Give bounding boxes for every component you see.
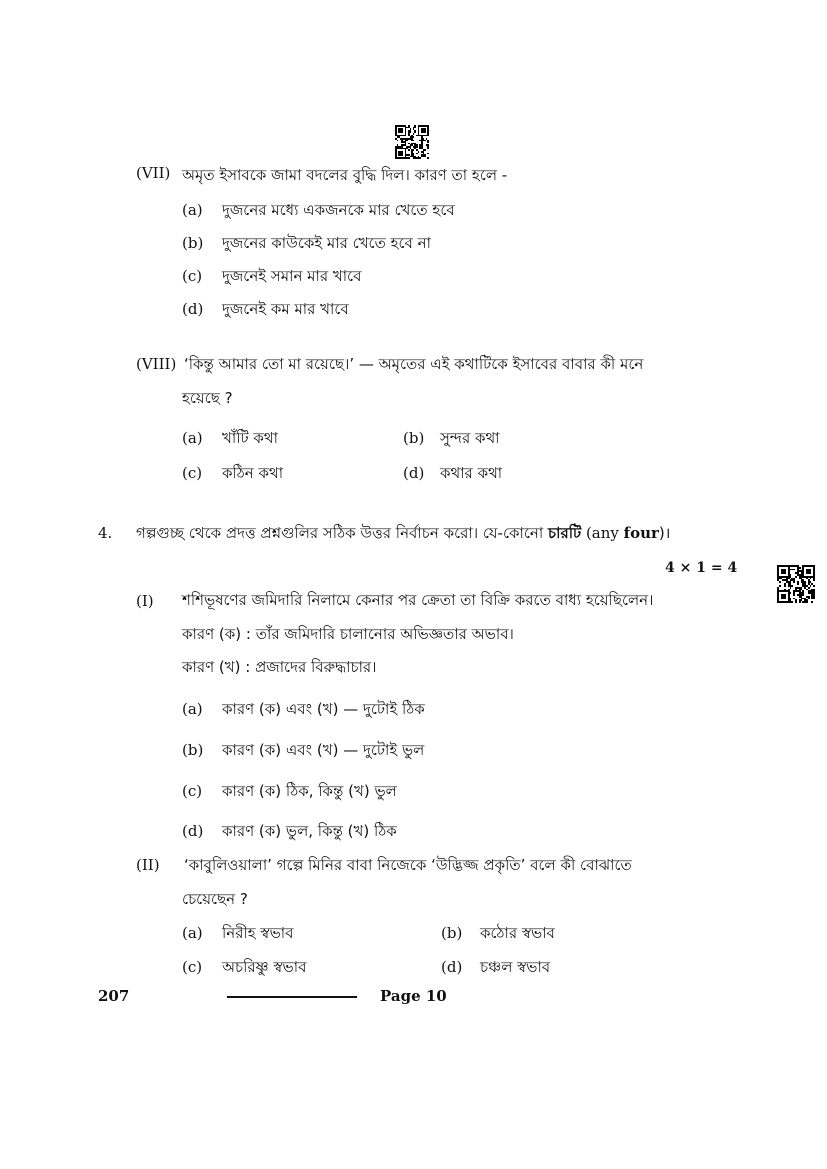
option-label: (d)	[441, 958, 463, 976]
option-text: সুন্দর কথা	[440, 429, 500, 447]
qr-code-side	[777, 565, 815, 603]
option-text: দুজনের মধ্যে একজনকে মার খেতে হবে	[222, 201, 455, 219]
option-text: কারণ (ক) এবং (খ) — দুটোই ভুল	[222, 741, 425, 759]
option-label: (d)	[182, 822, 204, 840]
option-label: (a)	[182, 201, 203, 219]
option-text: কারণ (ক) ভুল, কিন্তু (খ) ঠিক	[222, 822, 397, 840]
question-number: (I)	[136, 592, 154, 610]
option-text: কারণ (ক) ঠিক, কিন্তু (খ) ভুল	[222, 782, 397, 800]
instruction-text: গল্পগুচ্ছ থেকে প্রদত্ত প্রশ্নগুলির সঠিক উত্তর নির্বাচন করো। যে-কোনো	[136, 524, 548, 542]
question-instruction	[136, 522, 670, 547]
question-text: ‘কাবুলিওয়ালা’ গল্পে মিনির বাবা নিজেকে ‘উদ্ভিজ্জ প্রকৃতি’ বলে কী বোঝাতে	[184, 856, 632, 874]
question-number: (II)	[136, 856, 160, 874]
question-text: ‘কিন্তু আমার তো মা রয়েছে।’ — অমৃতের এই কথাটিকে ইসাবের বাবার কী মনে	[184, 355, 644, 373]
option-text: কঠিন কথা	[222, 464, 284, 482]
option-text: কারণ (ক) এবং (খ) — দুটোই ঠিক	[222, 700, 425, 718]
option-label: (b)	[441, 924, 463, 942]
option-label: (c)	[182, 958, 203, 976]
option-text: অচরিষ্ণু স্বভাব	[222, 958, 307, 976]
option-text: খাঁটি কথা	[222, 429, 278, 447]
option-label: (b)	[182, 234, 204, 252]
question-text-cont: হয়েছে ?	[182, 389, 233, 407]
question-text-cont: চেয়েছেন ?	[182, 890, 248, 908]
option-label: (a)	[182, 924, 203, 942]
instruction-end: )।	[658, 524, 671, 542]
footer-rule	[227, 996, 357, 998]
reason-b: কারণ (খ) : প্রজাদের বিরুদ্ধাচার।	[182, 658, 377, 676]
option-label: (a)	[182, 700, 203, 718]
option-label: (b)	[182, 741, 204, 759]
option-label: (c)	[182, 782, 203, 800]
qr-code	[395, 125, 429, 159]
option-label: (b)	[403, 429, 425, 447]
reason-a: কারণ (ক) : তাঁর জমিদারি চালানোর অভিজ্ঞতার অভাব।	[182, 625, 514, 643]
question-statement: শশিভূষণের জমিদারি নিলামে কেনার পর ক্রেতা তা বিক্রি করতে বাধ্য হয়েছিলেন।	[182, 591, 654, 609]
option-text: দুজনের কাউকেই মার খেতে হবে না	[222, 234, 431, 252]
option-text: চঞ্চল স্বভাব	[480, 958, 551, 976]
question-number: 4.	[98, 524, 113, 542]
option-text: দুজনেই সমান মার খাবে	[222, 267, 362, 285]
option-text: নিরীহ স্বভাব	[222, 924, 294, 942]
marks: 4 × 1 = 4	[665, 560, 738, 576]
option-text: কঠোর স্বভাব	[480, 924, 555, 942]
instruction-en-bold: four	[623, 524, 659, 542]
paper-code: 207	[98, 987, 130, 1005]
option-label: (c)	[182, 464, 203, 482]
option-label: (a)	[182, 429, 203, 447]
option-label: (d)	[403, 464, 425, 482]
option-label: (c)	[182, 267, 203, 285]
question-number: (VIII)	[136, 355, 177, 373]
question-text: অমৃত ইসাবকে জামা বদলের বুদ্ধি দিল। কারণ তা হলে -	[182, 166, 508, 184]
instruction-en: (any	[581, 524, 624, 542]
option-label: (d)	[182, 300, 204, 318]
option-text: কথার কথা	[440, 464, 503, 482]
question-number: (VII)	[136, 164, 171, 182]
page-number: Page 10	[380, 987, 447, 1005]
instruction-bold: চারটি	[548, 524, 582, 542]
option-text: দুজনেই কম মার খাবে	[222, 300, 349, 318]
